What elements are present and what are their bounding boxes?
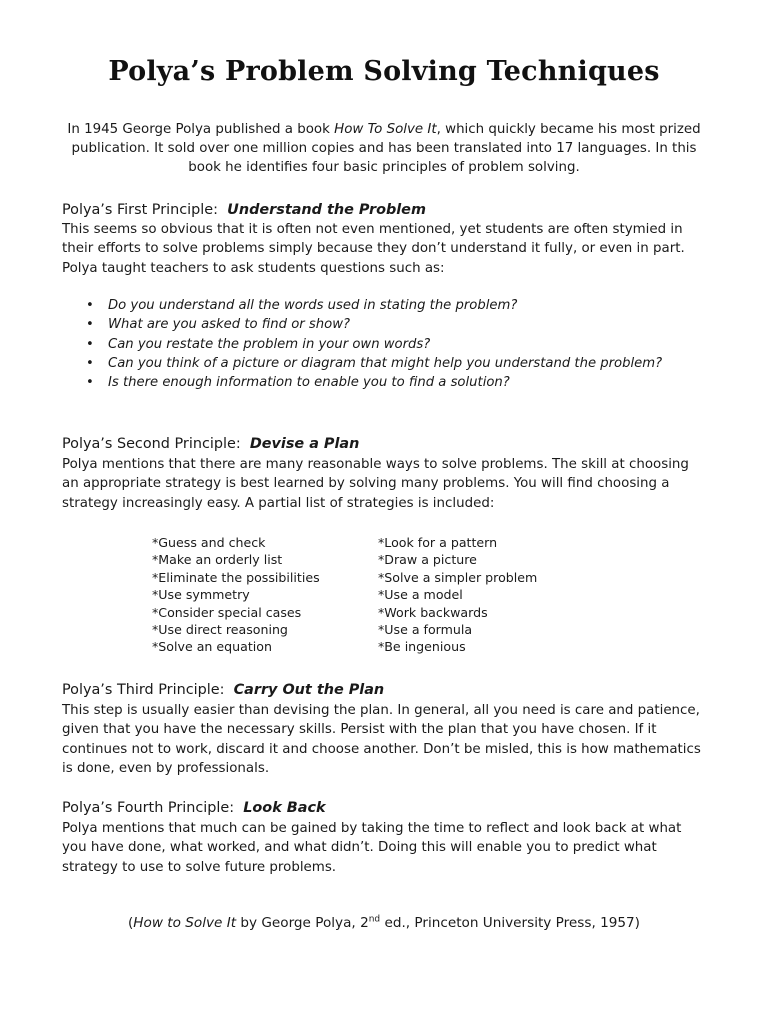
strategy-item: *Use a formula (378, 622, 473, 638)
strategy-item: *Guess and check (152, 535, 266, 550)
strategy-item: *Use a model (378, 587, 463, 603)
principle-3-label: Polya’s Third Principle (62, 682, 220, 698)
strategy-item: *Draw a picture (378, 552, 477, 568)
strategy-item: *Consider special cases (152, 604, 302, 620)
principle-2-subtitle: Devise a Plan (249, 436, 360, 452)
page-title: Polya’s Problem Solving Techniques (108, 56, 660, 87)
principle-4-subtitle: Look Back (243, 800, 326, 816)
principle-1-heading: Polya’s First Principle: Understand the Problem (62, 202, 426, 218)
question-item: • Do you understand all the words used in stating the problem? (62, 296, 706, 315)
citation-ordinal: nd (368, 914, 381, 925)
principle-2-body: Polya mentions that there are many reasonable ways to solve problems. The skill at choosing an appropriate strategy is best learned by solving many problems. You will find choosing a strategy increasingly easy. A partial list of strategies is included: (62, 457, 689, 511)
citation-book-title: How to Solve It (133, 915, 237, 931)
citation-rest: ed., Princeton University Press, 1957) (380, 915, 640, 931)
strategy-item: *Look for a pattern (378, 535, 498, 550)
principle-4-heading: Polya’s Fourth Principle: Look Back (62, 800, 326, 816)
strategy-list-right (378, 534, 618, 656)
citation-by: by George Polya, 2 (236, 915, 369, 931)
strategy-item: *Use symmetry (152, 587, 250, 603)
document-page (62, 0, 706, 1024)
citation (62, 913, 706, 933)
principle-4-label: Polya’s Fourth Principle (62, 800, 230, 816)
intro-text-end: , which quickly became his most prized publication. It sold over one million copies and has been translated into 17 languages. In this book he identifies four basic principles of problem solving. (71, 122, 701, 175)
strategy-item: *Use direct reasoning (152, 622, 288, 638)
question-item: • What are you asked to find or show? (62, 315, 706, 334)
principle-2-heading: Polya’s Second Principle: Devise a Plan (62, 436, 360, 452)
strategy-item: *Eliminate the possibilities (152, 569, 320, 585)
strategy-item: *Solve a simpler problem (378, 569, 538, 585)
question-item: • Is there enough information to enable you to find a solution? (62, 373, 706, 392)
principle-2-label: Polya’s Second Principle (62, 436, 236, 452)
principle-1-label: Polya’s First Principle (62, 202, 214, 218)
question-item: • Can you restate the problem in your own words? (62, 335, 706, 354)
principle-3-subtitle: Carry Out the Plan (233, 682, 385, 698)
principle-1-subtitle: Understand the Problem (227, 202, 426, 218)
strategy-item: *Make an orderly list (152, 552, 283, 568)
principle-1-body: This seems so obvious that it is often not even mentioned, yet students are often stymied in their efforts to solve problems simply because they don’t understand it fully, or even in part. Polya taught teachers to ask students questions such as: (62, 222, 685, 276)
strategy-item: *Work backwards (378, 604, 488, 620)
citation-open: ( (127, 915, 134, 931)
question-item: • Can you think of a picture or diagram that might help you understand the problem? (62, 354, 706, 373)
principle-4-body: Polya mentions that much can be gained by taking the time to reflect and look back at what you have done, what worked, and what didn’t. Doing this will enable you to predict what strategy to use to solve future problems. (62, 821, 682, 875)
intro-book-title: How To Solve It (334, 122, 437, 137)
principle-3-body: This step is usually easier than devising the plan. In general, all you need is care and patience, given that you have the necessary skills. Persist with the plan that you have chosen. If it continues not to work, discard it and choose another. Don’t be misled, this is how mathematics is done, even by professionals. (62, 703, 701, 777)
strategy-list-left (152, 534, 372, 656)
intro-text-start: In 1945 George Polya published a book (67, 122, 335, 137)
strategy-item: *Solve an equation (152, 639, 272, 655)
intro-paragraph (62, 120, 706, 177)
question-list (62, 296, 706, 392)
strategy-item: *Be ingenious (378, 639, 466, 655)
principle-3-heading: Polya’s Third Principle: Carry Out the Plan (62, 682, 385, 698)
